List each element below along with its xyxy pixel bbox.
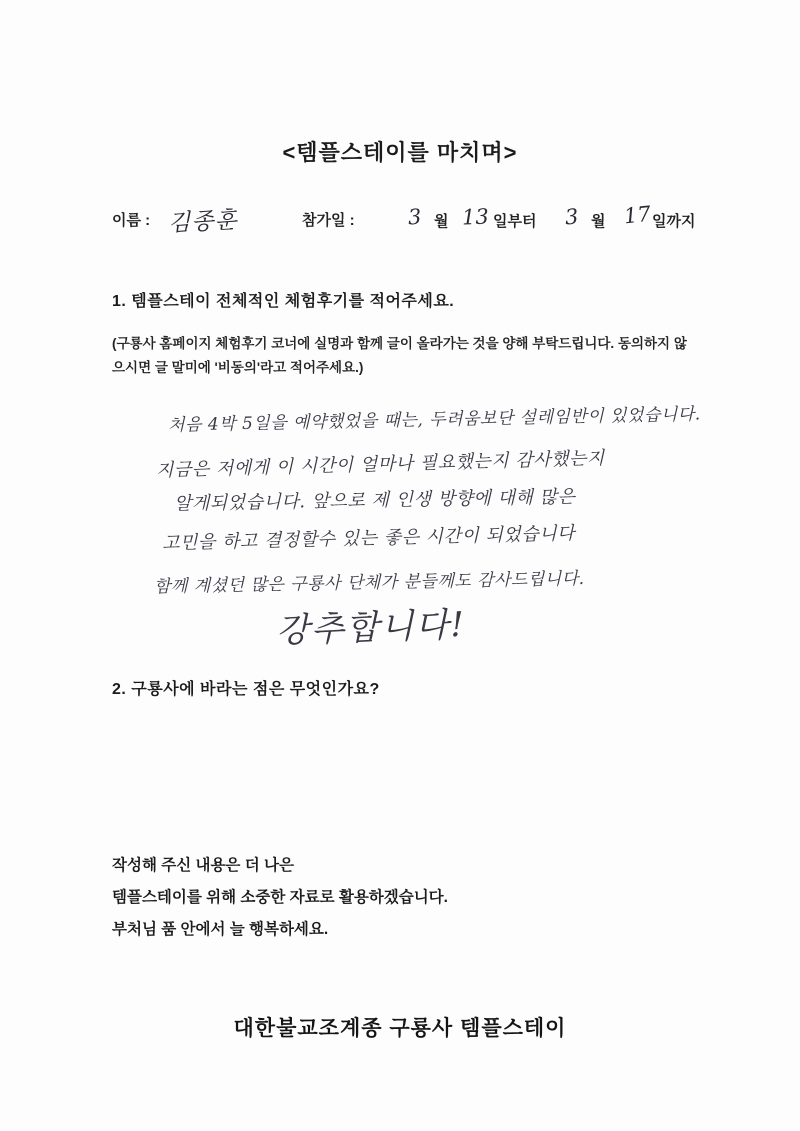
answer-line: 지금은 저에게 이 시간이 얼마나 필요했는지 감사했는지 [155,447,606,482]
page-title: <템플스테이를 마치며> [282,140,518,165]
end-day-unit: 일까지 [652,213,696,230]
question-1-answer-handwritten [150,400,770,670]
name-value-handwritten: 김종훈 [167,207,239,237]
end-month-unit: 월 [591,213,606,230]
end-day-value: 17 [622,201,652,229]
start-day-unit: 일부터 [493,213,537,230]
start-month-unit: 월 [434,213,449,230]
participation-date-label: 참가일 : [302,212,355,229]
start-day-value: 13 [461,204,490,230]
end-month-value: 3 [563,204,580,230]
closing-line-3: 부처님 품 안에서 늘 행복하세요. [112,920,329,938]
question-1-note: (구룡사 홈페이지 체험후기 코너에 실명과 함께 글이 올라가는 것을 양해 부탁드립니다. 동의하지 않으시면 글 말미에 '비동의'라고 적어주세요.) [112,336,687,375]
answer-line: 처음 4박 5일을 예약했었을 때는, 두려움보단 설레임반이 있었습니다. [167,404,701,436]
answer-line: 고민을 하고 결정할수 있는 좋은 시간이 되었습니다 [161,522,576,555]
start-month-value: 3 [407,204,423,230]
answer-line: 알게되었습니다. 앞으로 제 인생 방향에 대해 많은 [173,486,576,515]
participant-info-row [112,203,732,237]
closing-message [112,850,712,945]
closing-line-1: 작성해 주신 내용은 더 나은 [112,857,294,874]
closing-line-2: 템플스테이를 위해 소중한 자료로 활용하겠습니다. [112,888,448,906]
question-2-heading: 2. 구룡사에 바라는 점은 무엇인가요? [112,681,380,698]
question-1-heading: 1. 템플스테이 전체적인 체험후기를 적어주세요. [112,293,455,310]
name-label: 이름 : [112,212,151,229]
footer-organization: 대한불교조계종 구룡사 템플스테이 [233,1017,567,1040]
answer-line-emphasis: 강추합니다! [275,604,467,652]
answer-line: 함께 계셨던 많은 구룡사 단체가 분들께도 감사드립니다. [153,568,585,598]
